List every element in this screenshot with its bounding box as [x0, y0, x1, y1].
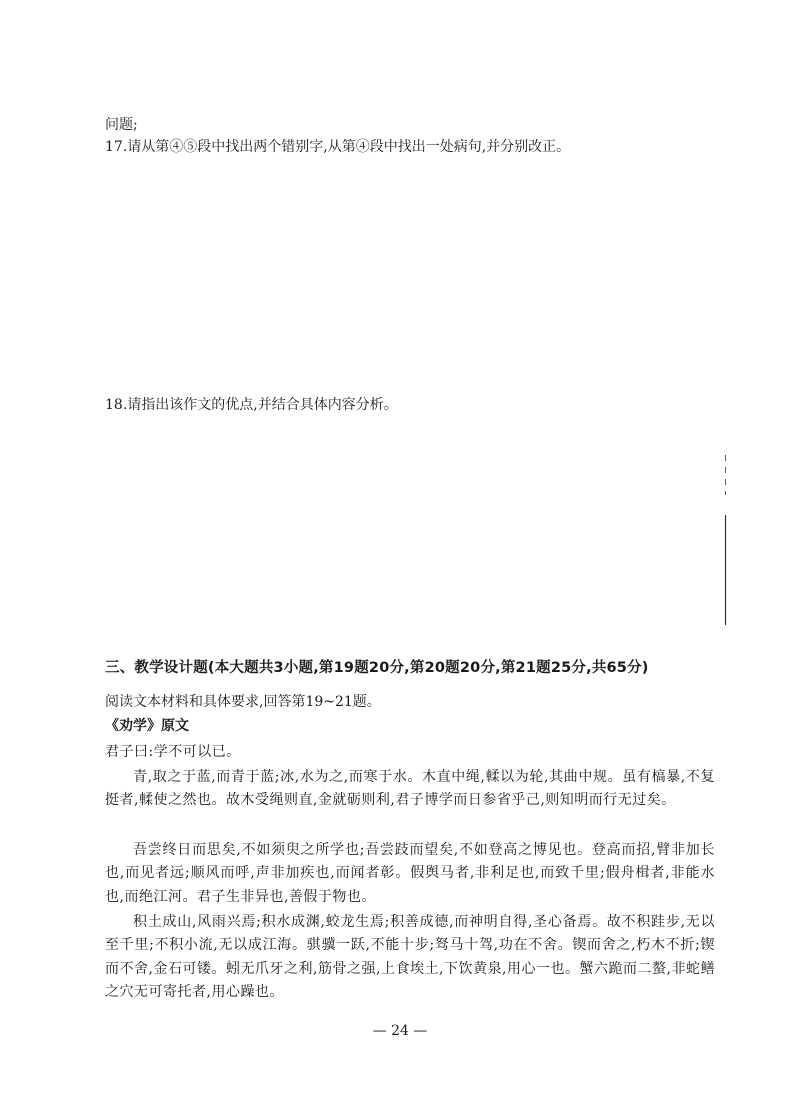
classic-paragraph-4: 积土成山,风雨兴焉;积水成渊,蛟龙生焉;积善成德,而神明自得,圣心备焉。故不积跬步,无以至千里;不积小流,无以成江海。骐骥一跃,不能十步;驽马十驾,功在不舍。锲而舍之,朽木不折;锲而不舍,金石可镂。蚓无爪牙之利,筋骨之强,上食埃土,下饮黄泉,用心一也。蟹六跪而二螯,非蛇鳝之穴无可寄托者,用心躁也。: [105, 914, 715, 1000]
section-3-instruction: 阅读文本材料和具体要求,回答第19~21题。: [105, 694, 381, 710]
page-number: — 24 —: [372, 1023, 428, 1039]
classic-paragraph-3: 吾尝终日而思矣,不如须臾之所学也;吾尝跂而望矣,不如登高之博见也。登高而招,臂非加长也,而见者远;顺风而呼,声非加疾也,而闻者彰。假舆马者,非利足也,而致千里;假舟楫者,非能水也,而绝江河。君子生非异也,善假于物也。: [105, 842, 715, 905]
text-title: 《劝学》原文: [105, 718, 189, 734]
question-18: 18.请指出该作文的优点,并结合具体内容分析。: [105, 397, 398, 413]
previous-question-tail: 问题;: [105, 117, 138, 133]
section-3-heading: 三、教学设计题(本大题共3小题,第19题20分,第20题20分,第21题25分,共65分): [105, 660, 649, 676]
classic-paragraph-1: 君子曰:学不可以已。: [105, 744, 241, 760]
classic-paragraph-2: 青,取之于蓝,而青于蓝;冰,水为之,而寒于水。木直中绳,輮以为轮,其曲中规。虽有槁暴,不复挺者,輮使之然也。故木受绳则直,金就砺则利,君子博学而日参省乎己,则知明而行无过矣。: [105, 769, 715, 809]
question-17: 17.请从第④⑤段中找出两个错别字,从第④段中找出一处病句,并分别改正。: [105, 139, 571, 155]
binding-margin-line: [724, 455, 727, 625]
